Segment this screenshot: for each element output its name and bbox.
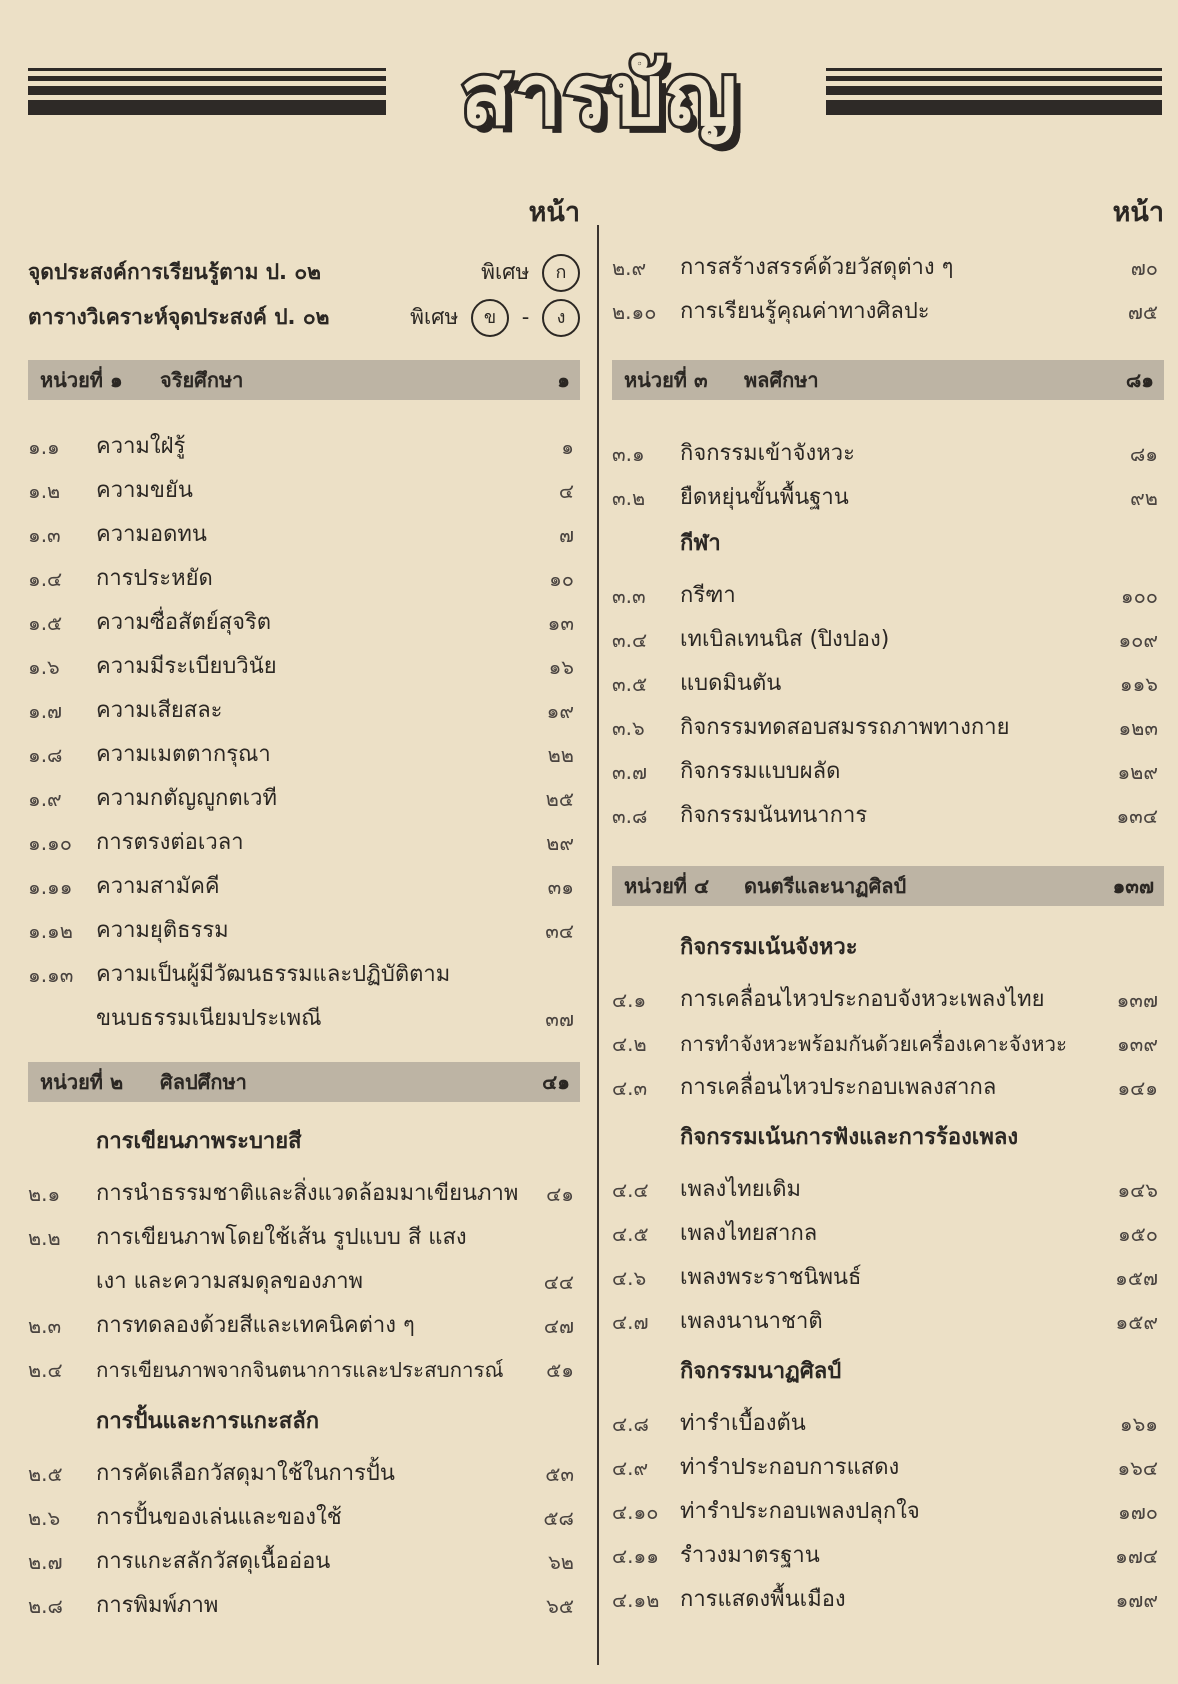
unit-label: หน่วยที่ ๔ — [624, 874, 710, 898]
entry-number: ๓.๓ — [612, 584, 646, 608]
entry-number: ๔.๑ — [612, 988, 647, 1012]
toc-entry[interactable] — [28, 689, 580, 733]
entry-title: การสร้างสรรค์ด้วยวัสดุต่าง ๆ — [680, 255, 954, 280]
entry-title: รำวงมาตรฐาน — [680, 1543, 820, 1568]
unit-title: ดนตรีและนาฏศิลป์ — [744, 874, 907, 898]
entry-number: ๔.๕ — [612, 1222, 649, 1246]
toc-entry[interactable] — [28, 1304, 580, 1348]
toc-entry[interactable] — [612, 1168, 1164, 1212]
entry-number: ๓.๗ — [612, 760, 648, 784]
entry-page: ๒๒ — [547, 743, 574, 767]
toc-entry[interactable] — [28, 1216, 580, 1260]
entry-number: ๒.๕ — [28, 1462, 63, 1486]
entry-number: ๒.๑๐ — [612, 300, 657, 324]
toc-entry[interactable] — [28, 865, 580, 909]
entry-page: ๑๕๗ — [1115, 1266, 1158, 1290]
toc-entry[interactable] — [28, 1496, 580, 1540]
unit-label: หน่วยที่ ๒ — [40, 1070, 124, 1094]
entry-page: ๖๕ — [546, 1594, 574, 1618]
entry-page: ๑๓๙ — [1116, 1032, 1158, 1056]
entry-page: ๒๙ — [546, 831, 574, 855]
entry-title-continuation: เงา และความสมดุลของภาพ — [96, 1269, 364, 1294]
entry-number: ๒.๗ — [28, 1550, 63, 1574]
special-label: พิเศษ — [481, 260, 530, 284]
decorative-stripes-right — [826, 68, 1162, 128]
entry-number: ๔.๘ — [612, 1412, 649, 1436]
entry-title: การทำจังหวะพร้อมกันด้วยเครื่องเคาะจังหวะ — [680, 1032, 1067, 1056]
entry-title: ความอดทน — [96, 522, 207, 547]
entry-number: ๒.๓ — [28, 1314, 62, 1338]
toc-entry[interactable] — [612, 618, 1164, 662]
entry-page: ๘๑ — [1129, 442, 1158, 466]
toc-entry[interactable] — [28, 1172, 580, 1216]
toc-entry[interactable] — [28, 821, 580, 865]
toc-entry[interactable] — [28, 777, 580, 821]
entry-number: ๑.๗ — [28, 699, 63, 723]
entry-page: ๔ — [558, 479, 574, 503]
entry-page: ๕๘ — [543, 1506, 574, 1530]
entry-page: ๓๑ — [547, 875, 574, 899]
unit-title: พลศึกษา — [744, 368, 819, 392]
entry-number: ๒.๘ — [28, 1594, 63, 1618]
entry-page: ๗๐ — [1130, 256, 1158, 280]
page-title: สารบัญ — [460, 46, 740, 144]
entry-title: การนำธรรมชาติและสิ่งแวดล้อมมาเขียนภาพ — [96, 1181, 519, 1206]
page-column-header: หน้า — [528, 197, 580, 228]
toc-entry[interactable] — [28, 645, 580, 689]
toc-column-left — [28, 190, 580, 1670]
entry-title: การปั้นของเล่นและของใช้ — [96, 1505, 342, 1530]
entry-number: ๓.๒ — [612, 486, 646, 510]
entry-page: ๖๒ — [548, 1550, 574, 1574]
toc-entry[interactable] — [28, 1540, 580, 1584]
toc-entry[interactable] — [28, 557, 580, 601]
entry-title: ตารางวิเคราะห์จุดประสงค์ ป. ๐๒ — [28, 305, 330, 329]
toc-entry[interactable] — [28, 953, 580, 997]
entry-page — [481, 250, 580, 294]
entry-page: ๕๑ — [546, 1358, 574, 1382]
entry-title: จุดประสงค์การเรียนรู้ตาม ป. ๐๒ — [28, 260, 321, 284]
entry-number: ๑.๒ — [28, 479, 61, 503]
toc-entry[interactable] — [612, 1578, 1164, 1622]
entry-title: กิจกรรมแบบผลัด — [680, 759, 841, 784]
unit-page: ๑ — [557, 368, 570, 392]
entry-title: การคัดเลือกวัสดุมาใช้ในการปั้น — [96, 1461, 395, 1486]
toc-entry[interactable] — [612, 574, 1164, 618]
toc-entry[interactable] — [28, 513, 580, 557]
entry-title-continuation: ขนบธรรมเนียมประเพณี — [96, 1006, 322, 1031]
entry-title: เพลงพระราชนิพนธ์ — [680, 1265, 862, 1290]
entry-title: เพลงไทยสากล — [680, 1221, 818, 1246]
entry-title: การเขียนภาพจากจินตนาการและประสบการณ์ — [96, 1358, 504, 1382]
entry-number: ๑.๑๒ — [28, 919, 73, 943]
entry-page: ๗ — [558, 523, 574, 547]
entry-title: การเรียนรู้คุณค่าทางศิลปะ — [680, 299, 930, 324]
section-subheading: กิจกรรมเน้นการฟังและการร้องเพลง — [680, 1125, 1019, 1150]
entry-page: ๑๓ — [547, 611, 574, 635]
entry-page: ๑๕๙ — [1115, 1310, 1158, 1334]
entry-number: ๑.๘ — [28, 743, 63, 767]
section-subheading: กีฬา — [680, 531, 721, 556]
circled-page-marker: ง — [542, 299, 580, 337]
section-subheading: การปั้นและการแกะสลัก — [96, 1409, 320, 1434]
entry-number: ๒.๔ — [28, 1358, 63, 1382]
entry-title: ท่ารำเบื้องต้น — [680, 1411, 806, 1436]
toc-entry[interactable] — [612, 1022, 1164, 1066]
entry-number: ๑.๑๑ — [28, 875, 73, 899]
entry-number: ๔.๖ — [612, 1266, 647, 1290]
unit-page: ๑๓๗ — [1112, 874, 1154, 898]
toc-entry[interactable] — [612, 1534, 1164, 1578]
unit-title: จริยศึกษา — [160, 368, 244, 392]
entry-number: ๑.๓ — [28, 523, 61, 547]
toc-entry[interactable] — [612, 1256, 1164, 1300]
entry-page: ๑๔๖ — [1117, 1178, 1158, 1202]
unit-title: ศิลปศึกษา — [160, 1070, 247, 1094]
entry-title: การพิมพ์ภาพ — [96, 1593, 219, 1618]
entry-page: ๓๗ — [545, 1007, 574, 1031]
section-subheading: การเขียนภาพระบายสี — [96, 1129, 302, 1154]
entry-title: การทดลองด้วยสีและเทคนิคต่าง ๆ — [96, 1313, 415, 1338]
entry-number: ๓.๑ — [612, 442, 645, 466]
entry-number: ๒.๑ — [28, 1182, 61, 1206]
entry-number: ๒.๙ — [612, 256, 647, 280]
entry-page: ๑๔๑ — [1117, 1076, 1158, 1100]
entry-page: ๔๗ — [543, 1314, 574, 1338]
entry-number: ๔.๑๑ — [612, 1544, 659, 1568]
entry-page: ๑๖๑ — [1119, 1412, 1158, 1436]
entry-number: ๓.๔ — [612, 628, 648, 652]
entry-page: ๑๒๙ — [1117, 760, 1158, 784]
entry-page: ๒๕ — [545, 787, 574, 811]
toc-entry[interactable] — [612, 978, 1164, 1022]
entry-page: ๑๒๓ — [1118, 716, 1158, 740]
unit-header-3[interactable] — [612, 360, 1164, 400]
toc-entry[interactable] — [612, 290, 1164, 334]
entry-number: ๑.๖ — [28, 655, 60, 679]
toc-entry[interactable] — [28, 601, 580, 645]
entry-title: ท่ารำประกอบเพลงปลุกใจ — [680, 1499, 920, 1524]
toc-entry[interactable] — [28, 1584, 580, 1628]
entry-number: ๔.๑๐ — [612, 1500, 659, 1524]
page-column-header: หน้า — [1112, 197, 1164, 228]
entry-title: กิจกรรมเข้าจังหวะ — [680, 441, 855, 466]
entry-page: ๑๐๙ — [1118, 628, 1158, 652]
entry-number: ๑.๕ — [28, 611, 63, 635]
toc-entry[interactable] — [612, 1490, 1164, 1534]
toc-entry[interactable] — [612, 246, 1164, 290]
entry-title: การแกะสลักวัสดุเนื้ออ่อน — [96, 1549, 331, 1574]
range-separator: - — [521, 305, 530, 329]
toc-entry[interactable] — [28, 469, 580, 513]
entry-page: ๑๓๔ — [1116, 804, 1158, 828]
toc-entry[interactable] — [28, 425, 580, 469]
toc-entry[interactable] — [612, 432, 1164, 476]
entry-number: ๒.๒ — [28, 1226, 61, 1250]
unit-label: หน่วยที่ ๓ — [624, 368, 708, 392]
unit-page: ๔๑ — [542, 1070, 570, 1094]
entry-title: การเขียนภาพโดยใช้เส้น รูปแบบ สี แสง — [96, 1225, 467, 1250]
toc-entry[interactable] — [612, 1212, 1164, 1256]
toc-column-right — [612, 190, 1164, 1670]
entry-page: ๑๗๔ — [1115, 1544, 1158, 1568]
toc-entry[interactable] — [28, 909, 580, 953]
entry-number: ๓.๖ — [612, 716, 645, 740]
entry-title: การเคลื่อนไหวประกอบจังหวะเพลงไทย — [680, 987, 1045, 1012]
entry-title: ความใฝ่รู้ — [96, 434, 186, 459]
entry-page: ๙๒ — [1130, 486, 1158, 510]
entry-page: ๗๕ — [1127, 300, 1158, 324]
toc-entry[interactable] — [28, 1452, 580, 1496]
entry-title: ความขยัน — [96, 478, 193, 503]
entry-title: ยืดหยุ่นขั้นพื้นฐาน — [680, 485, 849, 510]
section-subheading: กิจกรรมนาฏศิลป์ — [680, 1359, 842, 1384]
toc-entry[interactable] — [612, 1402, 1164, 1446]
entry-page: ๑๙ — [546, 699, 574, 723]
entry-number: ๔.๔ — [612, 1178, 649, 1202]
entry-page: ๑๖๔ — [1117, 1456, 1158, 1480]
entry-number: ๑.๙ — [28, 787, 62, 811]
unit-page: ๘๑ — [1125, 368, 1154, 392]
entry-page: ๑๗๐ — [1118, 1500, 1158, 1524]
entry-title: ความมีระเบียบวินัย — [96, 654, 277, 679]
entry-number: ๒.๖ — [28, 1506, 61, 1530]
entry-title: เทเบิลเทนนิส (ปิงปอง) — [680, 627, 890, 652]
entry-page: ๑๐๐ — [1120, 584, 1158, 608]
circled-page-marker: ข — [471, 299, 509, 337]
entry-number: ๔.๗ — [612, 1310, 649, 1334]
entry-number: ๓.๕ — [612, 672, 648, 696]
entry-title: แบดมินตัน — [680, 671, 782, 696]
entry-title: ความเสียสละ — [96, 698, 223, 723]
entry-title: ความซื่อสัตย์สุจริต — [96, 610, 272, 635]
entry-page: ๑๐ — [549, 567, 574, 591]
entry-number: ๑.๑ — [28, 435, 60, 459]
toc-entry[interactable] — [612, 476, 1164, 520]
toc-entry-objective-analysis[interactable] — [28, 295, 580, 339]
toc-entry[interactable] — [28, 1348, 580, 1392]
toc-entry[interactable] — [612, 750, 1164, 794]
section-subheading: กิจกรรมเน้นจังหวะ — [680, 935, 858, 960]
entry-title: ท่ารำประกอบการแสดง — [680, 1455, 900, 1480]
toc-entry[interactable] — [612, 662, 1164, 706]
entry-page: ๑ — [561, 435, 574, 459]
toc-entry[interactable] — [612, 794, 1164, 838]
entry-title: การประหยัด — [96, 566, 213, 591]
toc-entry-continuation[interactable] — [28, 997, 580, 1041]
entry-number: ๓.๘ — [612, 804, 648, 828]
entry-number: ๔.๙ — [612, 1456, 649, 1480]
entry-page: ๑๕๐ — [1117, 1222, 1158, 1246]
entry-number: ๔.๓ — [612, 1076, 648, 1100]
circled-page-marker: ก — [542, 254, 580, 292]
entry-title: กรีฑา — [680, 583, 736, 608]
unit-label: หน่วยที่ ๑ — [40, 368, 123, 392]
unit-header-2[interactable] — [28, 1062, 580, 1102]
entry-title: กิจกรรมนันทนาการ — [680, 803, 868, 828]
special-label: พิเศษ — [410, 305, 459, 329]
unit-header-4[interactable] — [612, 866, 1164, 906]
entry-title: เพลงนานาชาติ — [680, 1309, 823, 1334]
title-banner — [0, 40, 1178, 150]
entry-title: ความเป็นผู้มีวัฒนธรรมและปฏิบัติตาม — [96, 962, 451, 987]
toc-entry[interactable] — [612, 1446, 1164, 1490]
entry-number: ๑.๑๐ — [28, 831, 72, 855]
toc-entry[interactable] — [28, 733, 580, 777]
entry-page: ๔๔ — [543, 1270, 574, 1294]
entry-page: ๑๓๗ — [1116, 988, 1158, 1012]
entry-number: ๑.๑๓ — [28, 963, 74, 987]
entry-number: ๔.๒ — [612, 1032, 647, 1056]
entry-number: ๔.๑๒ — [612, 1588, 660, 1612]
entry-page: ๑๖ — [548, 655, 574, 679]
entry-page: ๑๗๙ — [1115, 1588, 1158, 1612]
toc-entry-continuation[interactable] — [28, 1260, 580, 1304]
column-divider — [597, 225, 599, 1665]
entry-title: กิจกรรมทดสอบสมรรถภาพทางกาย — [680, 715, 1010, 740]
entry-title: การตรงต่อเวลา — [96, 830, 244, 855]
entry-page: ๑๑๖ — [1119, 672, 1158, 696]
entry-title: การแสดงพื้นเมือง — [680, 1587, 846, 1612]
entry-number: ๑.๔ — [28, 567, 63, 591]
entry-title: ความสามัคคี — [96, 874, 220, 899]
toc-entry-objectives[interactable] — [28, 250, 580, 294]
entry-title: ความเมตตากรุณา — [96, 742, 271, 767]
entry-page: ๕๓ — [545, 1462, 574, 1486]
entry-title: เพลงไทยเดิม — [680, 1177, 802, 1202]
toc-entry[interactable] — [612, 1066, 1164, 1110]
decorative-stripes-left — [28, 68, 386, 128]
entry-title: ความกตัญญูกตเวที — [96, 786, 278, 811]
unit-header-1[interactable] — [28, 360, 580, 400]
entry-page: ๔๑ — [546, 1182, 574, 1206]
entry-title: ความยุติธรรม — [96, 918, 229, 943]
toc-entry[interactable] — [612, 706, 1164, 750]
entry-page: ๓๔ — [545, 919, 574, 943]
toc-entry[interactable] — [612, 1300, 1164, 1344]
entry-title: การเคลื่อนไหวประกอบเพลงสากล — [680, 1075, 997, 1100]
entry-page — [410, 295, 580, 339]
